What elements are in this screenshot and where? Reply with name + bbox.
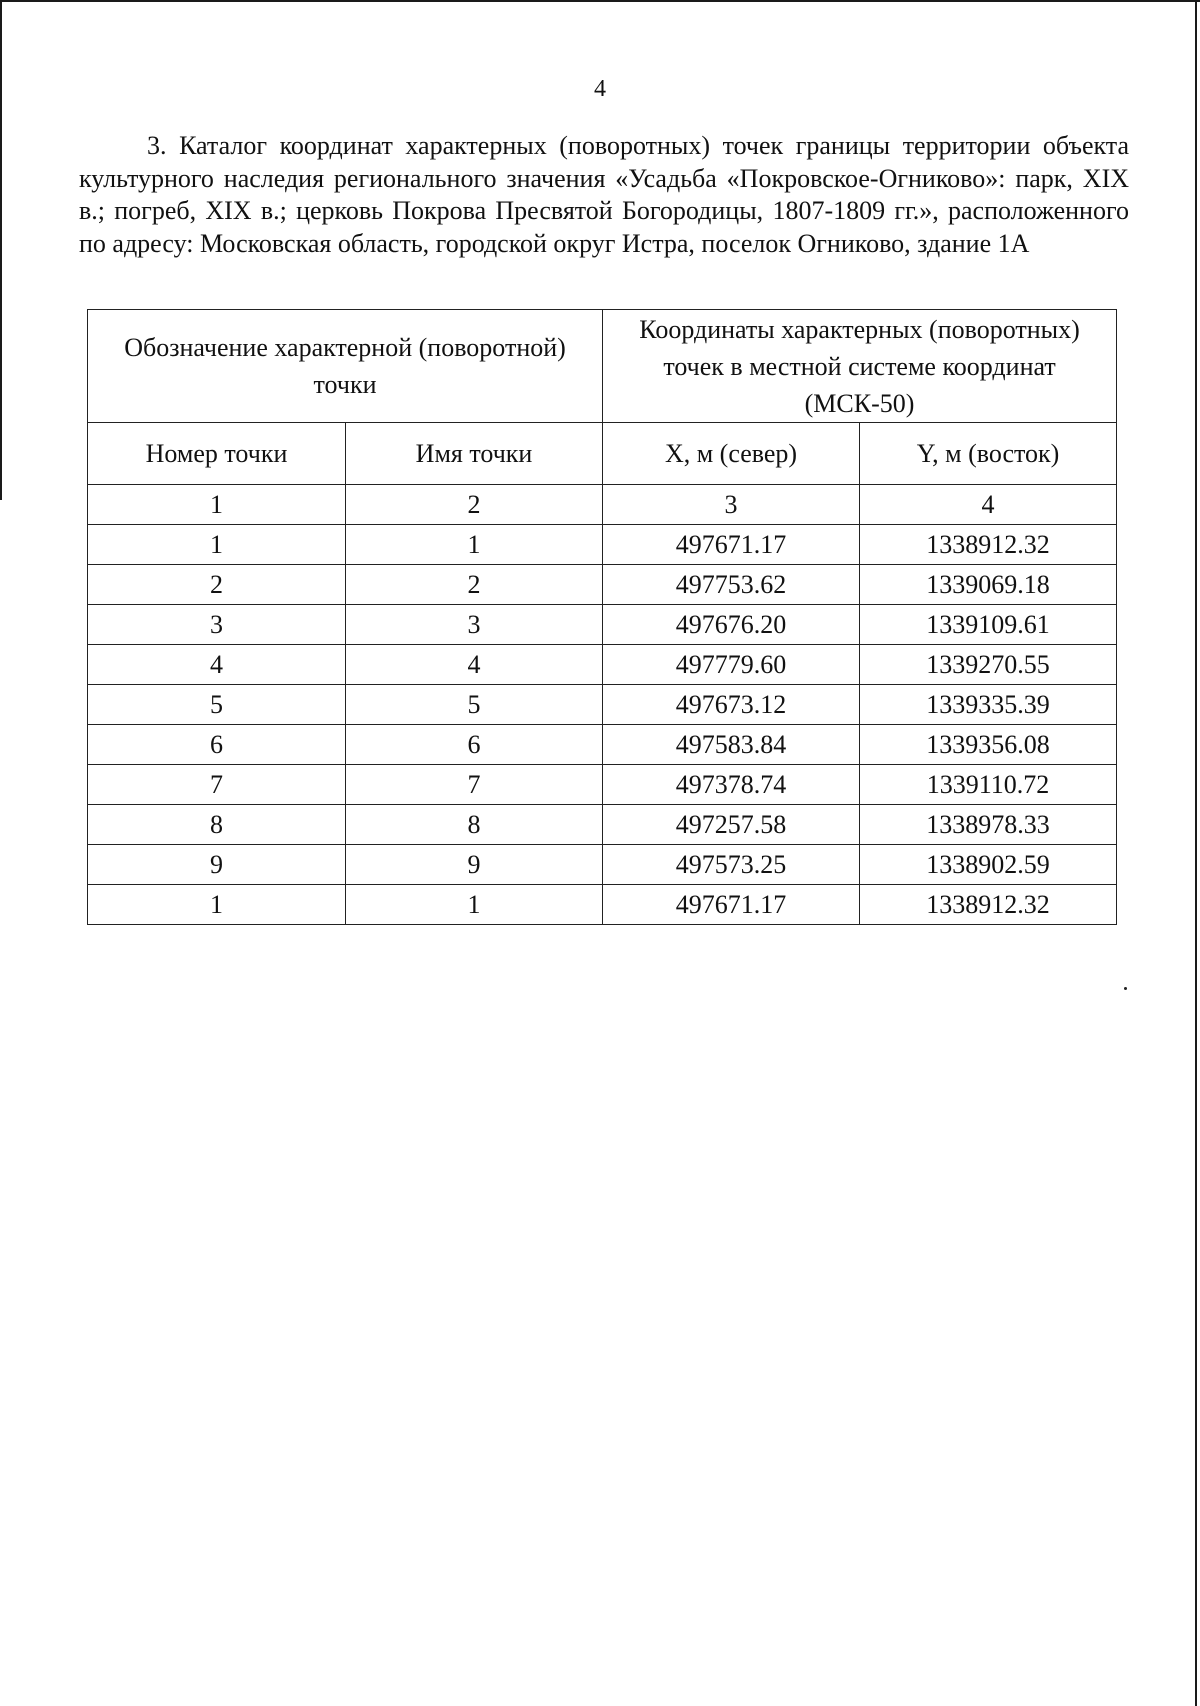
point-name-cell: 9: [346, 845, 603, 885]
table-row: [88, 685, 1117, 725]
point-name-cell: 2: [346, 565, 603, 605]
point-name-cell: 6: [346, 725, 603, 765]
page-number: 4: [594, 76, 606, 102]
table-row: [88, 725, 1117, 765]
x-coordinate-cell: 497673.12: [603, 685, 860, 725]
y-coordinate-cell: 1339110.72: [860, 765, 1117, 805]
table-row: [88, 565, 1117, 605]
designation-group-header: Обозначение характерной (поворотной) точки: [88, 310, 603, 423]
coordinates-table: [87, 309, 1117, 925]
x-coordinate-header: X, м (север): [603, 423, 860, 485]
y-coordinate-cell: 1338902.59: [860, 845, 1117, 885]
x-coordinate-cell: 497676.20: [603, 605, 860, 645]
x-coordinate-cell: 497671.17: [603, 525, 860, 565]
x-coordinate-cell: 497779.60: [603, 645, 860, 685]
scan-edge-right: [1195, 0, 1197, 1706]
table-row: [88, 605, 1117, 645]
x-coordinate-cell: 497671.17: [603, 885, 860, 925]
x-coordinate-cell: 497753.62: [603, 565, 860, 605]
point-number-cell: 8: [88, 805, 346, 845]
y-coordinate-cell: 1339109.61: [860, 605, 1117, 645]
scan-edge-top: [0, 0, 1200, 2]
column-number-cell: 3: [603, 485, 860, 525]
point-number-cell: 1: [88, 885, 346, 925]
intro-paragraph: 3. Каталог координат характерных (поворотных) точек границы территории объекта культурного наследия регионального значения «Усадьба «Покровское-Огниково»: парк, XIX в.; погреб, XIX в.; церковь Покрова Пресвятой Богородицы, 1807-1809 гг.», расположенного по адресу: Московская область, городской округ Истра, поселок Огниково, здание 1А: [79, 131, 1129, 258]
y-coordinate-cell: 1339335.39: [860, 685, 1117, 725]
scan-edge-left: [0, 0, 2, 500]
table-body: [88, 485, 1117, 925]
x-coordinate-cell: 497257.58: [603, 805, 860, 845]
column-number-cell: 4: [860, 485, 1117, 525]
y-coordinate-cell: 1339356.08: [860, 725, 1117, 765]
point-number-cell: 5: [88, 685, 346, 725]
point-number-cell: 9: [88, 845, 346, 885]
table-row: [88, 845, 1117, 885]
point-number-cell: 6: [88, 725, 346, 765]
point-number-cell: 4: [88, 645, 346, 685]
y-coordinate-cell: 1338978.33: [860, 805, 1117, 845]
table-column-header-row: [88, 423, 1117, 485]
column-number-cell: 2: [346, 485, 603, 525]
coordinates-group-header: Координаты характерных (поворотных) точек в местной системе координат (МСК-50): [603, 310, 1117, 423]
y-coordinate-header: Y, м (восток): [860, 423, 1117, 485]
scan-speck: [1124, 987, 1127, 990]
point-name-cell: 4: [346, 645, 603, 685]
y-coordinate-cell: 1338912.32: [860, 525, 1117, 565]
x-coordinate-cell: 497378.74: [603, 765, 860, 805]
point-number-cell: 1: [88, 525, 346, 565]
point-number-cell: 3: [88, 605, 346, 645]
x-coordinate-cell: 497583.84: [603, 725, 860, 765]
table-row: [88, 525, 1117, 565]
point-name-cell: 7: [346, 765, 603, 805]
point-number-cell: 7: [88, 765, 346, 805]
point-name-cell: 3: [346, 605, 603, 645]
table-group-header-row: [88, 310, 1117, 423]
point-name-header: Имя точки: [346, 423, 603, 485]
column-number-row: [88, 485, 1117, 525]
x-coordinate-cell: 497573.25: [603, 845, 860, 885]
table-row: [88, 645, 1117, 685]
y-coordinate-cell: 1339270.55: [860, 645, 1117, 685]
point-name-cell: 1: [346, 525, 603, 565]
point-number-header: Номер точки: [88, 423, 346, 485]
point-name-cell: 8: [346, 805, 603, 845]
table-row: [88, 765, 1117, 805]
table-row: [88, 885, 1117, 925]
y-coordinate-cell: 1338912.32: [860, 885, 1117, 925]
table-row: [88, 805, 1117, 845]
point-name-cell: 5: [346, 685, 603, 725]
point-name-cell: 1: [346, 885, 603, 925]
column-number-cell: 1: [88, 485, 346, 525]
point-number-cell: 2: [88, 565, 346, 605]
y-coordinate-cell: 1339069.18: [860, 565, 1117, 605]
